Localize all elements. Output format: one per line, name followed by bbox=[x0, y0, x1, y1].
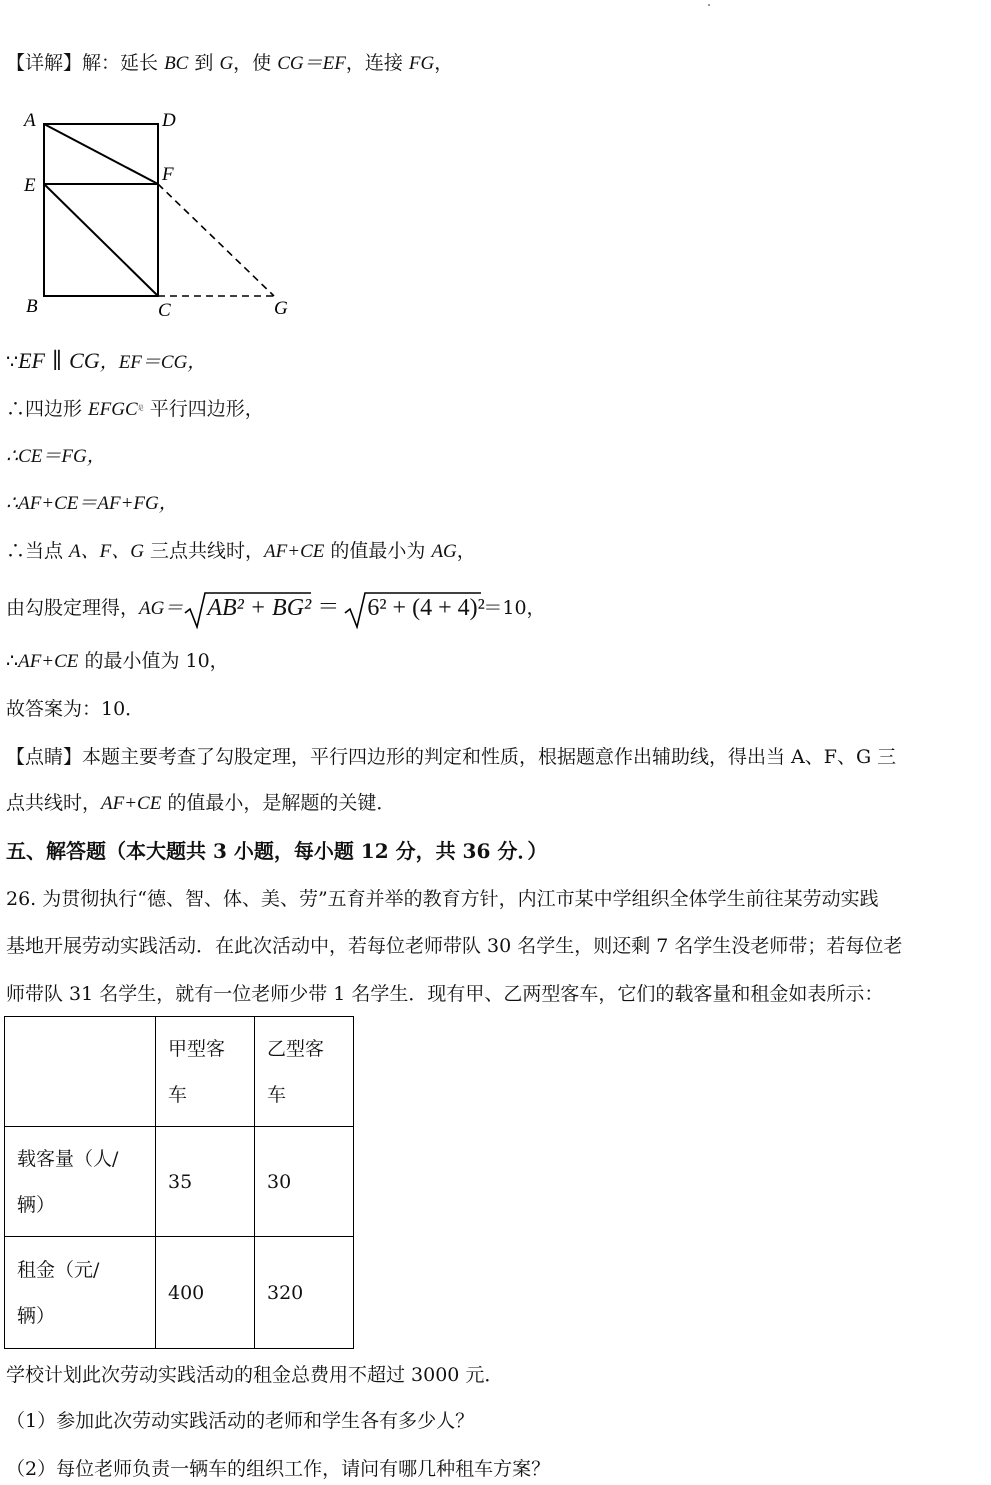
sub-question-1: （1）参加此次劳动实践活动的老师和学生各有多少人？ bbox=[6, 1410, 475, 1432]
segment-bc: BC bbox=[164, 53, 189, 74]
label-c: C bbox=[158, 300, 171, 321]
question-line-1: 26. 为贯彻执行“德、智、体、美、劳”五育并举的教育方针，内江市某中学组织全体学生前往某劳动实践 bbox=[6, 888, 879, 910]
comment-text: 的值最小，是解题的关键． bbox=[161, 792, 396, 814]
scan-speck bbox=[708, 4, 710, 6]
label-b: B bbox=[26, 296, 38, 317]
table-cell-empty bbox=[5, 1017, 156, 1127]
radicand-1: AB² + BG² bbox=[207, 595, 312, 621]
step-2 bbox=[6, 396, 264, 423]
detail-text: ，连接 bbox=[345, 52, 409, 74]
row-label-capacity: 载客量（人/ 辆） bbox=[5, 1127, 156, 1237]
step-text: ， bbox=[456, 540, 476, 562]
table-row bbox=[5, 1017, 354, 1127]
geometry-figure bbox=[20, 104, 300, 324]
step-4: ∴AF+CE＝AF+FG， bbox=[6, 493, 178, 514]
sub-question-2: （2）每位老师负责一辆车的组织工作，请问有哪几种租车方案？ bbox=[6, 1458, 551, 1480]
label-f: F bbox=[162, 164, 174, 185]
label-a: A bbox=[24, 110, 36, 131]
comment-line-1 bbox=[6, 744, 896, 770]
step-text: 的值最小为 bbox=[324, 540, 432, 562]
segment-ef-text: EF bbox=[18, 348, 45, 373]
label-e: E bbox=[24, 175, 36, 196]
comment-text: 点共线时， bbox=[6, 792, 102, 814]
step-text: 平行四边形， bbox=[143, 398, 264, 420]
points-afg: A、F、G bbox=[69, 541, 144, 562]
segment-af bbox=[44, 124, 158, 184]
cell-rent-a: 400 bbox=[156, 1237, 255, 1349]
label-g: G bbox=[274, 298, 288, 319]
table-row bbox=[5, 1127, 354, 1237]
cell-capacity-a: 35 bbox=[156, 1127, 255, 1237]
segment-fg-dashed bbox=[158, 184, 274, 296]
section-heading: 五、解答题（本大题共 3 小题，每小题 12 分，共 36 分．） bbox=[6, 839, 548, 863]
equation-cg-ef: CG＝EF bbox=[277, 53, 346, 74]
detail-tag: 【详解】 bbox=[6, 52, 83, 74]
segment-fg: FG bbox=[408, 53, 435, 74]
comment-line-2 bbox=[6, 790, 395, 817]
row-label-rent: 租金（元/ 辆） bbox=[5, 1237, 156, 1349]
answer-line: 故答案为：10． bbox=[6, 698, 145, 720]
equals-sign: ＝ bbox=[317, 595, 340, 620]
expr-af-ce: AF+CE bbox=[101, 793, 162, 814]
result-text: ＝10， bbox=[483, 597, 546, 619]
therefore-symbol: ∴ bbox=[6, 650, 19, 672]
rectangle-abcd bbox=[44, 124, 158, 296]
table-header-bus-a: 甲型客 车 bbox=[156, 1017, 255, 1127]
step-1 bbox=[6, 348, 206, 376]
step-text: ，EF＝CG， bbox=[99, 352, 207, 373]
budget-line: 学校计划此次劳动实践活动的租金总费用不超过 3000 元． bbox=[6, 1364, 504, 1386]
cell-capacity-b: 30 bbox=[255, 1127, 354, 1237]
detail-text: 到 bbox=[188, 52, 220, 74]
step-text: 的最小值为 10， bbox=[78, 650, 229, 672]
segment-cg-text: CG bbox=[69, 348, 100, 373]
expr-af-ce: AF+CE bbox=[18, 651, 79, 672]
segment-ec bbox=[44, 184, 158, 296]
step-text: 由勾股定理得， bbox=[6, 597, 140, 619]
detail-line bbox=[6, 50, 453, 77]
step-3: ∴CE＝FG， bbox=[6, 446, 106, 467]
table-header-bus-b: 乙型客 车 bbox=[255, 1017, 354, 1127]
point-g: G bbox=[219, 53, 234, 74]
comment-tag: 【点睛】 bbox=[6, 746, 83, 768]
question-line-3: 师带队 31 名学生，就有一位老师少带 1 名学生．现有甲、乙两型客车，它们的载客量和租金如表所示： bbox=[6, 983, 884, 1005]
tiny-mark: 是 bbox=[137, 405, 144, 412]
step-6 bbox=[6, 588, 546, 629]
cell-rent-b: 320 bbox=[255, 1237, 354, 1349]
segment-ag: AG bbox=[431, 541, 457, 562]
because-symbol: ∵ bbox=[6, 351, 19, 373]
detail-text: ，使 bbox=[233, 52, 278, 74]
step-text: 三点共线时， bbox=[143, 540, 265, 562]
step-text: ∴当点 bbox=[6, 540, 70, 562]
radical-ab-bg bbox=[183, 589, 313, 629]
table-row bbox=[5, 1237, 354, 1349]
detail-text: ， bbox=[434, 52, 454, 74]
quadrilateral-efgc: EFGC bbox=[88, 399, 138, 420]
comment-text: 本题主要考查了勾股定理，平行四边形的判定和性质，根据题意作出辅助线，得出当 A、F、G 三 bbox=[82, 746, 897, 768]
detail-text: 解：延长 bbox=[82, 52, 165, 74]
label-d: D bbox=[162, 110, 176, 131]
step-5 bbox=[6, 538, 476, 565]
step-text: ∴四边形 bbox=[6, 398, 89, 420]
question-line-2: 基地开展劳动实践活动．在此次活动中，若每位老师带队 30 名学生，则还剩 7 名学生没老师带；若每位老 bbox=[6, 935, 903, 957]
expr-af-ce: AF+CE bbox=[264, 541, 325, 562]
expr-ag: AG＝ bbox=[139, 598, 184, 619]
radical-numeric bbox=[343, 589, 483, 629]
parallel-symbol: ∥ bbox=[44, 349, 70, 374]
radicand-2: 6² + (4 + 4)² bbox=[367, 595, 485, 621]
step-7 bbox=[6, 648, 229, 675]
bus-rental-table bbox=[4, 1016, 354, 1349]
